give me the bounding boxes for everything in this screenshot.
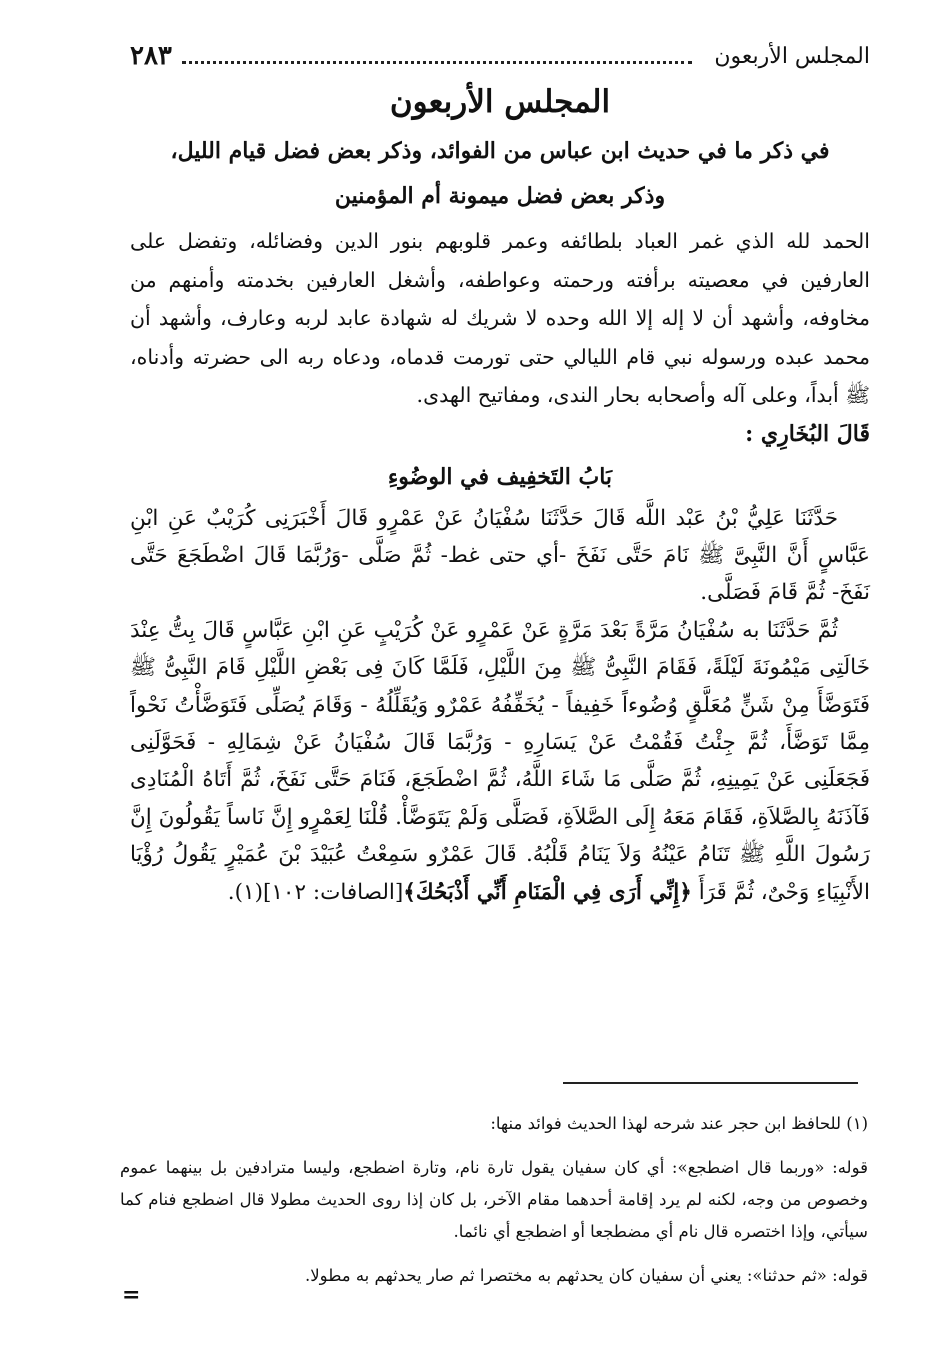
running-title: المجلس الأربعون bbox=[714, 43, 870, 69]
bab-heading: بَابُ التَخفِيف في الوضُوءِ bbox=[387, 463, 613, 490]
footnote-para-2: قوله: «ثم حدثنا»: يعني أن سفيان كان يحدثهم به مختصرا ثم صار يحدثهم به مطولا. bbox=[305, 1266, 868, 1285]
footnote-marker: (١). bbox=[227, 879, 263, 905]
continuation-mark: = bbox=[122, 1282, 141, 1308]
quran-reference: [الصافات: ١٠٢] bbox=[262, 879, 404, 905]
footnote-separator bbox=[563, 1082, 858, 1084]
chapter-subtitle-line2: وذكر بعض فضل ميمونة أم المؤمنين bbox=[334, 183, 666, 209]
chapter-title: المجلس الأربعون bbox=[389, 84, 611, 120]
main-text bbox=[130, 222, 870, 911]
page-header bbox=[130, 36, 870, 76]
footnotes bbox=[120, 1108, 868, 1292]
footnote-1: (١) للحافظ ابن حجر عند شرحه لهذا الحديث فوائد منها: bbox=[490, 1114, 868, 1133]
page-number: ٢٨٣ bbox=[130, 41, 172, 71]
quran-quote: ﴿إِنِّي أَرَى فِي الْمَنَامِ أَنِّي أَذْبَحُكَ﴾ bbox=[403, 879, 692, 905]
hadith-paragraph-2 bbox=[130, 612, 870, 911]
leader-dots bbox=[182, 61, 692, 64]
chapter-subtitle-line1: في ذكر ما في حديث ابن عباس من الفوائد، وذكر بعض فضل قيام الليل، bbox=[170, 138, 830, 164]
intro-paragraph: الحمد لله الذي غمر العباد بلطائفه وعمر قلوبهم بنور الدين وفضائله، وتفضل على العارفين في معصيته برأفته ورحمته وعواطفه، وأشغل العارفين بخدمته وأمنهم من مخاوفه، وأشهد أن لا إله إلا الله وحده لا شريك له شهادة عابد لربه وعارف، وأشهد أن محمد عبده ورسوله نبي قام الليالي حتى تورمت قدماه، ودعاه ربه الى حضرته وأدناه، ﷺ أبداً، وعلى آله وأصحابه بحار الندى، ومفاتيح الهدى. bbox=[130, 229, 870, 408]
hadith-paragraph-1: حَدَّثَنَا عَلِيُّ بْنُ عَبْد اللَّه قَالَ حَدَّثَنَا سُفْيَانُ عَنْ عَمْرٍو قَالَ أَخْبَرَنِى كُرَيْبٌ عَنِ ابْنِ عَبَّاسٍ أَنَّ النَّبِىَّ ﷺ نَامَ حَتَّى نَفَخَ -أي حتى غط- ثُمَّ صَلَّى -وَرُبَّمَا قَالَ اضْطَجَعَ حَتَّى نَفَخَ- ثُمَّ قَامَ فَصَلَّى. bbox=[130, 505, 870, 606]
qala-heading: قَالَ البُخَارِي : bbox=[745, 420, 870, 447]
footnote-para-1: قوله: «وربما قال اضطجع»: أي كان سفيان يقول تارة نام، وتارة اضطجع، وليسا مترادفين بل بينهما عموم وخصوص من وجه، لكنه لم يرد إقامة أحدهما مقام الآخر، بل كان إذا روى الحديث مطولا قال اضطجع فنام كما سيأتي، وإذا اختصره قال نام أي مضطجعا أو اضطجع أي نائما. bbox=[120, 1158, 868, 1241]
hadith2-text: ثُمَّ حَدَّثَنَا به سُفْيَانُ مَرَّةً بَعْدَ مَرَّةٍ عَنْ عَمْرٍو عَنْ كُرَيْبٍ عَنِ ابْنِ عَبَّاسٍ قَالَ بِتُّ عِنْدَ خَالَتِى مَيْمُونَةَ لَيْلَةً، فَقَامَ النَّبِىُّ ﷺ مِنَ اللَّيْلِ، فَلَمَّا كَانَ فِى بَعْضِ اللَّيْلِ قَامَ النَّبِىُّ ﷺ فَتَوَضَّأَ مِنْ شَنٍّ مُعَلَّقٍ وُضُوءاً خَفِيفاً - يُخَفِّفُهُ عَمْرٌو وَيُقَلِّلُهُ - وَقَامَ يُصَلِّى فَتَوَضَّأْتُ نَحْواً مِمَّا تَوَضَّأَ، ثُمَّ جِئْتُ فَقُمْتُ عَنْ يَسَارِهِ - وَرُبَّمَا قَالَ سُفْيَانُ عَنْ شِمَالِهِ - فَحَوَّلَنِى فَجَعَلَنِى عَنْ يَمِينِهِ، ثُمَّ صَلَّى مَا شَاءَ اللَّهُ، ثُمَّ اضْطَجَعَ، فَنَامَ حَتَّى نَفَخَ، ثُمَّ أَتَاهُ الْمُنَادِى فَآذَنَهُ بِالصَّلاَةِ، فَقَامَ مَعَهُ إِلَى الصَّلاَةِ، فَصَلَّى وَلَمْ يَتَوَضَّأْ. قُلْنَا لِعَمْرٍو إِنَّ نَاساً يَقُولُونَ إِنَّ رَسُولَ اللَّهِ ﷺ تَنَامُ عَيْنُهُ وَلاَ يَنَامُ قَلْبُهُ. قَالَ عَمْرٌو سَمِعْتُ عُبَيْدَ بْنَ عُمَيْرٍ يَقُولُ رُؤْيَا الأَنْبِيَاءِ وَحْىٌ، ثُمَّ قَرَأَ bbox=[130, 617, 871, 905]
